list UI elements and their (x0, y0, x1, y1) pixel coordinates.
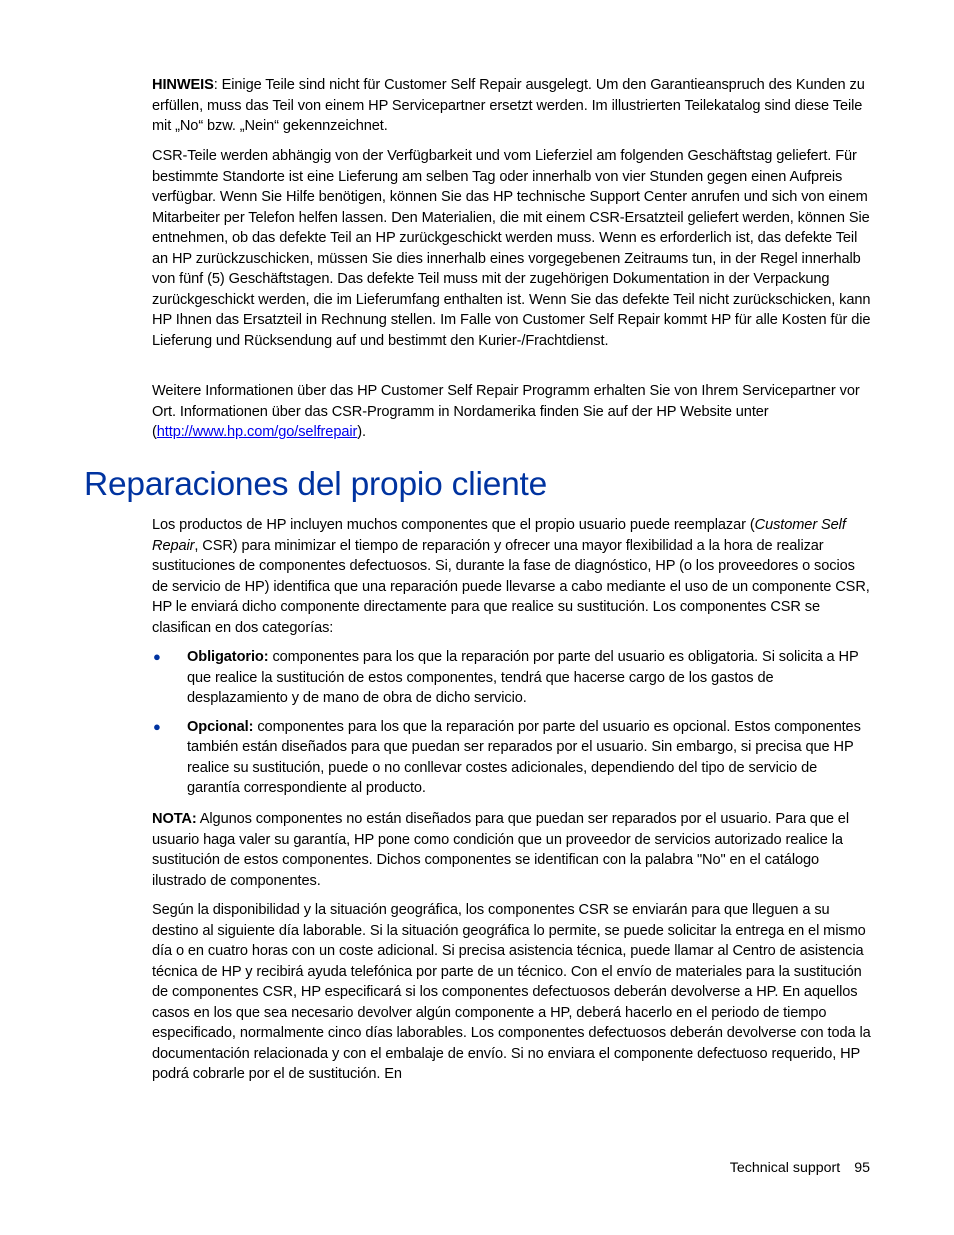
bullet-text: componentes para los que la reparación por parte del usuario es opcional. Estos componentes también están diseñados para que puedan ser reparados por el usuario. Sin embargo, si precisa que HP realice su sustitución, puede o no conllevar costes adicionales, dependiendo del tipo de servicio de garantía correspondiente al producto. (187, 718, 861, 796)
section-heading: Reparaciones del propio cliente (84, 466, 548, 503)
list-item (152, 717, 872, 799)
de-csr-block (152, 146, 872, 351)
bullet-icon: ● (153, 649, 161, 664)
bullet-label: Opcional: (187, 718, 254, 735)
es-intro-block (152, 515, 872, 638)
footer-section-title: Technical support (729, 1160, 841, 1176)
de-more-info-text: Weitere Informationen über das HP Customer Self Repair Programm erhalten Sie von Ihrem Servicepartner vor Ort. Informationen über das CSR-Programm in Nordamerika finden Sie auf der HP Website unter ( (152, 383, 860, 440)
bullet-icon: ● (153, 718, 161, 734)
es-delivery-block (152, 900, 872, 1085)
category-list (152, 647, 872, 799)
nota-note (152, 809, 872, 891)
list-item (152, 647, 872, 709)
hinweis-note (152, 75, 872, 137)
de-more-info-paragraph (152, 381, 872, 443)
es-delivery-paragraph: Según la disponibilidad y la situación geográfica, los componentes CSR se enviarán para que lleguen a su destino al siguiente día laborable. Si la situación geográfica lo permite, se puede solicitar la entrega en el mismo día o en cuatro horas con un coste adicional. Si precisa asistencia técnica, puede llamar al Centro de asistencia técnica de HP y recibirá ayuda telefónica por parte de un técnico. Con el envío de materiales para la sustitución de componentes CSR, HP especificará si los componentes defectuosos deberán devolverse a HP. En aquellos casos en los que sea necesario devolver algún componente a HP, deberá hacerlo en el periodo de tiempo especificado, normalmente cinco días laborables. Los componentes defectuosos deberán devolverse con toda la documentación relacionada y con el embalaje de envío. Si no enviara el componente defectuoso requerido, HP podrá cobrarle por el de sustitución. En (152, 902, 871, 1082)
es-intro-text: Los productos de HP incluyen muchos componentes que el propio usuario puede reemplazar ( (152, 517, 755, 533)
bullet-text: componentes para los que la reparación por parte del usuario es obligatoria. Si solicita a HP que realice la sustitución de estos componentes, tendrá que hacerse cargo de los gastos de desplazamiento y de mano de obra de dicho servicio. (187, 649, 859, 706)
hinweis-text: : Einige Teile sind nicht für Customer Self Repair ausgelegt. Um den Garantieanspruch des Kunden zu erfüllen, muss das Teil von einem HP Servicepartner ersetzt werden. Im illustrierten Teilekatalog sind diese Teile mit „No“ bzw. „Nein“ gekennzeichnet. (152, 77, 865, 134)
de-csr-paragraph: CSR-Teile werden abhängig von der Verfügbarkeit und vom Lieferziel am folgenden Geschäftstag geliefert. Für bestimmte Standorte ist eine Lieferung am selben Tag oder innerhalb von vier Stunden gegen einen Aufpreis verfügbar. Wenn Sie Hilfe benötigen, können Sie das HP technische Support Center anrufen und sich von einem Mitarbeiter per Telefon helfen lassen. Den Materialien, die mit einem CSR-Ersatzteil geliefert werden, können Sie entnehmen, ob das defekte Teil an HP zurückgeschickt werden muss. Wenn es erforderlich ist, das defekte Teil an HP zurückzuschicken, müssen Sie dies innerhalb eines vorgegebenen Zeitraums tun, in der Regel innerhalb von fünf (5) Geschäftstagen. Das defekte Teil muss mit der zugehörigen Dokumentation in der Verpackung zurückgeschickt werden, die im Lieferumfang enthalten ist. Wenn Sie das defekte Teil nicht zurückschicken, kann HP Ihnen das Ersatzteil in Rechnung stellen. Im Falle von Customer Self Repair kommt HP für alle Kosten für die Lieferung und Rücksendung auf und bestimmt den Kurier-/Frachtdienst. (152, 148, 871, 349)
nota-label: NOTA: (152, 811, 197, 827)
es-intro-emphasis: Customer Self Repair (152, 517, 846, 554)
nota-text: Algunos componentes no están diseñados para que puedan ser reparados por el usuario. Para que el usuario haga valer su garantía, HP pone como condición que un proveedor de servicios autorizado realice la sustitución de estos componentes. Dichos componentes se identifican con la palabra "No" en el catálogo ilustrado de componentes. (152, 811, 849, 889)
nota-paragraph (152, 809, 872, 891)
page-number: 95 (854, 1160, 870, 1176)
hinweis-label: HINWEIS (152, 77, 214, 93)
page-footer (730, 1158, 870, 1178)
es-intro-paragraph (152, 515, 872, 638)
de-more-info-closing: ). (357, 424, 366, 440)
hinweis-paragraph (152, 75, 872, 137)
bullet-label: Obligatorio: (187, 649, 269, 665)
selfrepair-link[interactable]: http://www.hp.com/go/selfrepair (156, 424, 358, 440)
es-intro-text-cont: , CSR) para minimizar el tiempo de reparación y ofrecer una mayor flexibilidad a la hora de realizar sustituciones de componentes defectuosos. Si, durante la fase de diagnóstico, HP (o los proveedores o socios de servicio de HP) identifica que una reparación puede llevarse a cabo mediante el uso de un componente CSR, HP le enviará dicho componente directamente para que realice su sustitución. Los componentes CSR se clasifican en dos categorías: (152, 537, 870, 636)
de-more-info-block (152, 381, 872, 443)
